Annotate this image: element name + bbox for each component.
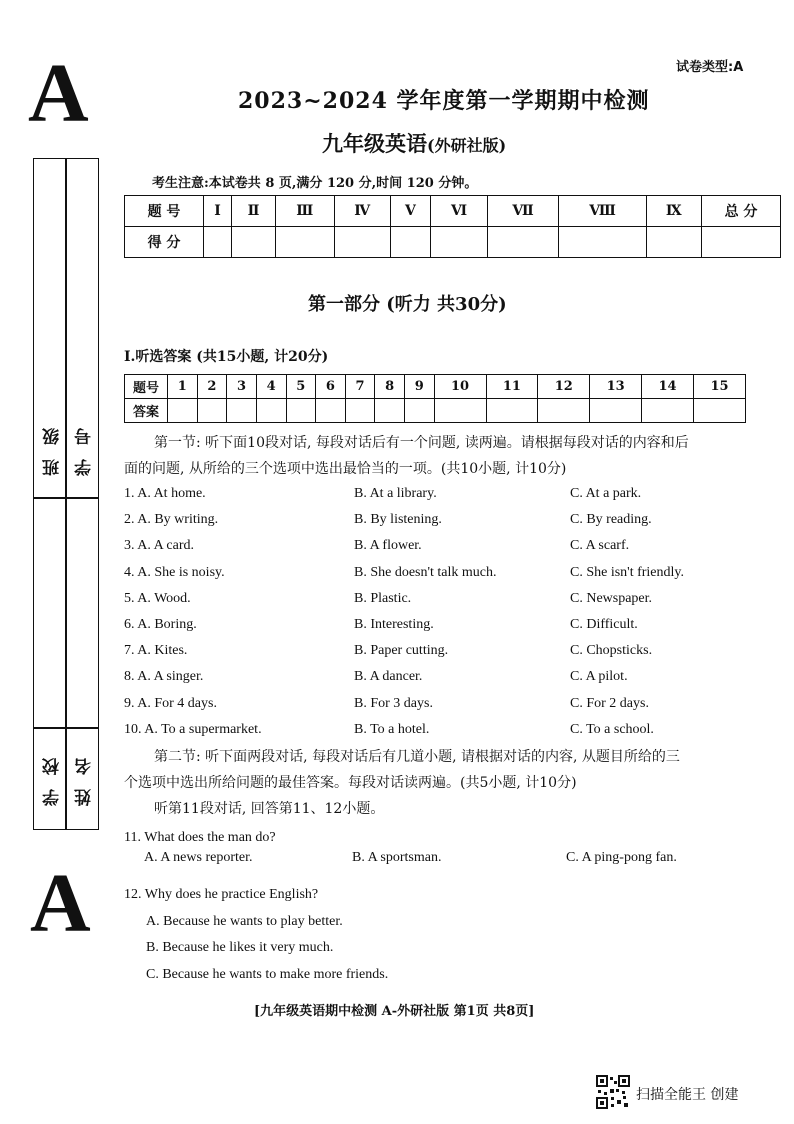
option-c[interactable]: C. To a school.: [570, 721, 654, 737]
answer-cell[interactable]: [405, 399, 435, 423]
question-row: [124, 696, 774, 722]
answer-cell[interactable]: [227, 399, 257, 423]
question-number: 6: [316, 375, 346, 399]
subject-label: 九年级英语: [322, 131, 427, 156]
question-number: 13: [590, 375, 642, 399]
score-cell[interactable]: [487, 227, 559, 258]
question-row: [124, 617, 774, 643]
question-number: 1: [168, 375, 198, 399]
scanner-watermark: 扫描全能王 创建: [636, 1087, 739, 1103]
score-cell[interactable]: [334, 227, 390, 258]
question-number: 7: [345, 375, 375, 399]
question-stem: 11. What does the man do?: [124, 830, 276, 845]
answer-cell[interactable]: [197, 399, 227, 423]
question-number: 11: [486, 375, 538, 399]
score-table: [124, 195, 781, 258]
option-a[interactable]: A. A news reporter.: [144, 850, 253, 865]
score-row-label: 得 分: [125, 227, 204, 258]
answer-cell[interactable]: [286, 399, 316, 423]
score-cell[interactable]: [646, 227, 701, 258]
student-number-label: 学号: [75, 414, 95, 476]
paper-type-letter-top: A: [28, 47, 89, 140]
question-number: 8: [375, 375, 405, 399]
binding-sidebar: [33, 158, 99, 830]
option-b[interactable]: B. For 3 days.: [354, 695, 433, 711]
option-b[interactable]: B. A sportsman.: [352, 850, 442, 865]
question-row: [124, 850, 774, 876]
question-row: [124, 643, 774, 669]
paper-type: 试卷类型:A: [676, 60, 744, 75]
section-1-instructions: [124, 430, 774, 482]
score-cell[interactable]: [390, 227, 431, 258]
answer-cell[interactable]: [642, 399, 694, 423]
question-11: [124, 830, 774, 876]
option-a[interactable]: 9. A. For 4 days.: [124, 695, 217, 711]
score-col: Ⅳ: [334, 196, 390, 227]
section-one-title: Ⅰ.听选答案 (共15小题, 计20分): [124, 349, 329, 365]
question-list: [124, 486, 774, 748]
answer-cell[interactable]: [345, 399, 375, 423]
option-c[interactable]: C. A scarf.: [570, 538, 630, 554]
answer-cell[interactable]: [168, 399, 198, 423]
option-a[interactable]: 5. A. Wood.: [124, 590, 191, 606]
option-b[interactable]: B. She doesn't talk much.: [354, 564, 497, 580]
exam-subtitle: [322, 128, 506, 158]
question-row: [124, 669, 774, 695]
answer-cell[interactable]: [375, 399, 405, 423]
score-col-total: 总 分: [702, 196, 781, 227]
score-col: Ⅴ: [390, 196, 431, 227]
option-a[interactable]: 2. A. By writing.: [124, 512, 219, 528]
score-table-score-row: [125, 227, 781, 258]
name-label: 姓名: [75, 744, 95, 806]
question-row: [124, 565, 774, 591]
option-c[interactable]: C. Because he wants to make more friends.: [146, 966, 389, 982]
score-cell[interactable]: [275, 227, 334, 258]
score-col: Ⅶ: [487, 196, 559, 227]
score-col: Ⅵ: [431, 196, 487, 227]
option-b[interactable]: B. To a hotel.: [354, 721, 430, 737]
option-b[interactable]: B. Paper cutting.: [354, 643, 449, 659]
option-b[interactable]: B. A flower.: [354, 538, 422, 554]
question-row: [124, 486, 774, 512]
answer-table-answer-row: [125, 399, 746, 423]
answer-cell[interactable]: [434, 399, 486, 423]
option-b[interactable]: B. A dancer.: [354, 669, 423, 685]
answer-cell[interactable]: [256, 399, 286, 423]
score-cell[interactable]: [702, 227, 781, 258]
score-col: Ⅰ: [204, 196, 232, 227]
answer-table-header-row: [125, 375, 746, 399]
question-number: 14: [642, 375, 694, 399]
page-footer: [九年级英语期中检测 A-外研社版 第1页 共8页]: [254, 1004, 535, 1019]
question-number: 12: [538, 375, 590, 399]
instruction-line: 第一节: 听下面10段对话, 每段对话后有一个问题, 读两遍。请根据每段对话的内容和后: [154, 435, 689, 451]
option-c[interactable]: C. At a park.: [570, 486, 642, 501]
score-cell[interactable]: [559, 227, 646, 258]
score-col: Ⅱ: [232, 196, 276, 227]
sidebar-rule: [34, 727, 98, 729]
option-c[interactable]: C. Chopsticks.: [570, 643, 653, 659]
school-label: 学校: [43, 744, 63, 806]
score-cell[interactable]: [431, 227, 487, 258]
instruction-line: 面的问题, 从所给的三个选项中选出最恰当的一项。(共10小题, 计10分): [124, 461, 567, 477]
option-c[interactable]: C. She isn't friendly.: [570, 564, 684, 580]
score-cell[interactable]: [232, 227, 276, 258]
score-table-header-row: [125, 196, 781, 227]
question-number: 15: [694, 375, 746, 399]
answer-cell[interactable]: [316, 399, 346, 423]
option-a[interactable]: 4. A. She is noisy.: [124, 564, 225, 580]
answer-cell[interactable]: [694, 399, 746, 423]
section-2-instructions: [124, 744, 774, 822]
option-a[interactable]: 7. A. Kites.: [124, 643, 188, 659]
score-col: Ⅷ: [559, 196, 646, 227]
question-number: 10: [434, 375, 486, 399]
option-a[interactable]: 10. A. To a supermarket.: [124, 721, 262, 737]
question-12: [124, 882, 774, 988]
question-stem: 12. Why does he practice English?: [124, 887, 319, 902]
option-c[interactable]: C. A pilot.: [570, 669, 628, 685]
question-row: [124, 512, 774, 538]
option-c[interactable]: C. Newspaper.: [570, 590, 653, 606]
option-b[interactable]: B. By listening.: [354, 512, 442, 528]
edition-label: (外研社版): [427, 136, 507, 155]
option-c[interactable]: C. For 2 days.: [570, 695, 649, 711]
question-number: 3: [227, 375, 257, 399]
dialogue-instruction: 听第11段对话, 回答第11、12小题。: [154, 801, 385, 817]
answer-cell[interactable]: [538, 399, 590, 423]
question-number: 9: [405, 375, 435, 399]
sidebar-rule: [34, 497, 98, 499]
exam-title: 2023~2024 学年度第一学期期中检测: [238, 88, 650, 114]
option-a[interactable]: A. Because he wants to play better.: [146, 913, 343, 929]
answer-table: [124, 374, 746, 423]
option-a[interactable]: 6. A. Boring.: [124, 616, 197, 632]
option-b[interactable]: B. Because he likes it very much.: [146, 940, 334, 955]
part-one-title: 第一部分 (听力 共30分): [308, 294, 507, 315]
option-c[interactable]: C. A ping-pong fan.: [566, 850, 677, 865]
score-col: Ⅸ: [646, 196, 701, 227]
answer-cell[interactable]: [590, 399, 642, 423]
option-b[interactable]: B. Plastic.: [354, 590, 412, 606]
answer-cell[interactable]: [486, 399, 538, 423]
question-row: [124, 538, 774, 564]
option-b[interactable]: B. At a library.: [354, 486, 437, 501]
question-number: 2: [197, 375, 227, 399]
answer-row-label: 答案: [125, 399, 168, 423]
score-col: Ⅲ: [275, 196, 334, 227]
question-row: [124, 591, 774, 617]
instruction-line: 第二节: 听下面两段对话, 每段对话后有几道小题, 请根据对话的内容, 从题目所给的三: [154, 749, 680, 765]
option-c[interactable]: C. Difficult.: [570, 616, 638, 632]
option-a[interactable]: 3. A. A card.: [124, 538, 194, 554]
qr-code-icon: [596, 1075, 630, 1109]
option-b[interactable]: B. Interesting.: [354, 616, 434, 632]
class-label: 班级: [43, 414, 63, 476]
question-number: 4: [256, 375, 286, 399]
option-a[interactable]: 1. A. At home.: [124, 486, 206, 501]
option-a[interactable]: 8. A. A singer.: [124, 669, 204, 685]
paper-type-letter-bottom: A: [30, 857, 91, 950]
option-c[interactable]: C. By reading.: [570, 512, 652, 528]
question-number: 5: [286, 375, 316, 399]
sidebar-divider: [65, 159, 67, 829]
instruction-line: 个选项中选出所给问题的最佳答案。每段对话读两遍。(共5小题, 计10分): [124, 775, 577, 791]
exam-notice: 考生注意:本试卷共 8 页,满分 120 分,时间 120 分钟。: [152, 176, 478, 191]
score-header-label: 题 号: [125, 196, 204, 227]
answer-header-label: 题号: [125, 375, 168, 399]
score-cell[interactable]: [204, 227, 232, 258]
